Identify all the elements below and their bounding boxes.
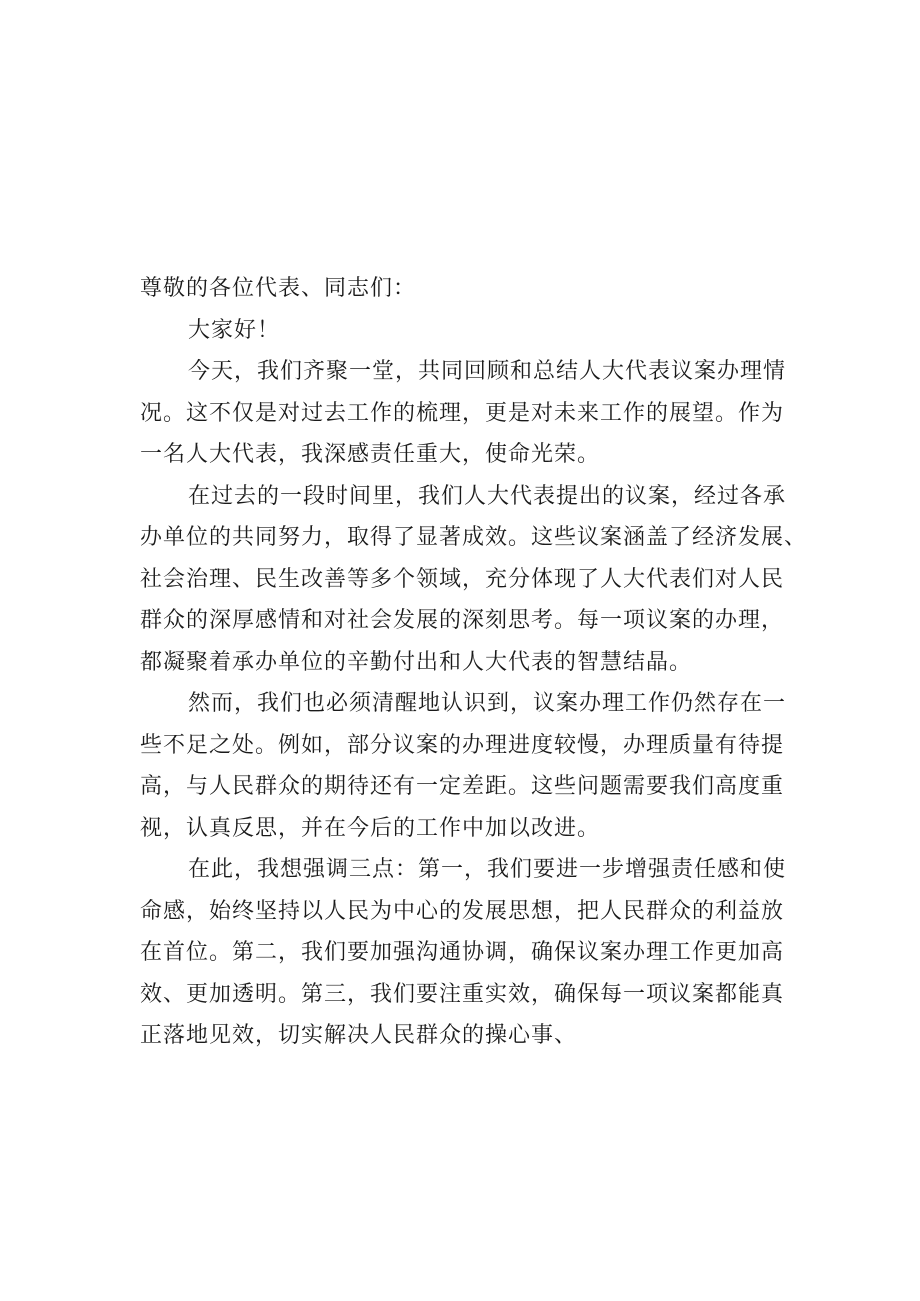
paragraph-line: 效、更加透明。第三，我们要注重实效，确保每一项议案都能真 [140,981,785,1007]
paragraph-line: 然而，我们也必须清醒地认识到，议案办理工作仍然存在一 [188,691,787,716]
paragraph-4 [140,849,788,1057]
paragraph-line: 今天，我们齐聚一堂，共同回顾和总结人大代表议案办理情 [188,359,787,384]
paragraph-line: 在过去的一段时间里，我们人大代表提出的议案，经过各承 [188,483,787,509]
paragraph-line: 一名人大代表，我深感责任重大，使命光荣。 [140,442,601,467]
paragraph-line: 命感，始终坚持以人民为中心的发展思想，把人民群众的利益放 [140,898,785,924]
paragraph-line: 况。这不仅是对过去工作的梳理，更是对未来工作的展望。作为 [140,400,785,426]
paragraph-line: 高，与人民群众的期待还有一定差距。这些问题需要我们高度重 [140,774,785,799]
paragraph-3 [140,683,788,849]
paragraph-line: 在此，我想强调三点：第一，我们要进一步增强责任感和使 [188,857,787,882]
paragraph-line: 都凝聚着承办单位的辛勤付出和人大代表的智慧结晶。 [140,649,693,675]
salutation: 尊敬的各位代表、同志们： [140,276,417,301]
paragraph-line: 办单位的共同努力，取得了显著成效。这些议案涵盖了经济发展、 [140,525,808,550]
paragraph-line: 正落地见效，切实解决人民群众的操心事、 [140,1023,578,1048]
paragraph-line: 在首位。第二，我们要加强沟通协调，确保议案办理工作更加高 [140,940,785,965]
greeting: 大家好！ [188,317,281,343]
paragraph-line: 社会治理、民生改善等多个领域，充分体现了人大代表们对人民 [140,566,785,592]
paragraph-line: 视，认真反思，并在今后的工作中加以改进。 [140,815,601,841]
paragraph-1 [140,351,788,476]
paragraph-line: 群众的深厚感情和对社会发展的深刻思考。每一项议案的办理， [140,608,785,633]
paragraph-2 [140,476,808,684]
document-body [140,268,808,1057]
paragraph-line: 些不足之处。例如，部分议案的办理进度较慢，办理质量有待提 [140,732,785,758]
